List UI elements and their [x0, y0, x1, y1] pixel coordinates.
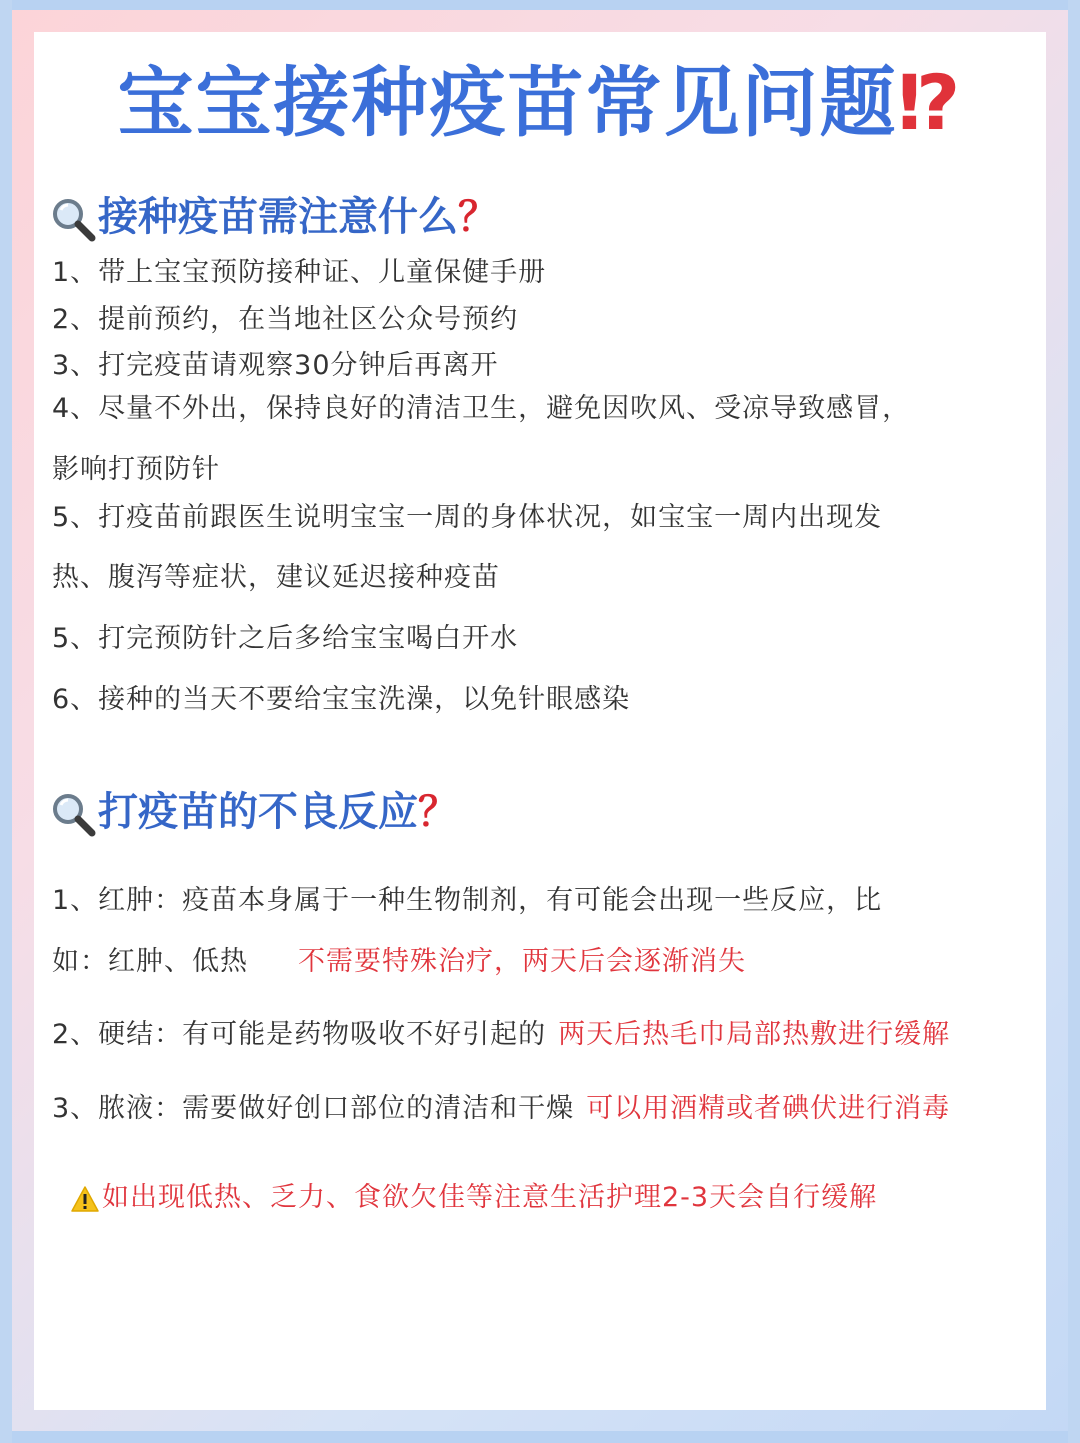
item-remedy-note: 可以用酒精或者碘伏进行消毒 [586, 1093, 951, 1124]
item-remedy-note: 两天后热毛巾局部热敷进行缓解 [558, 1019, 951, 1050]
list-item [52, 1015, 950, 1055]
magnifier-icon [50, 791, 96, 837]
item-remedy-note: 不需要特殊治疗，两天后会逐渐消失 [298, 946, 746, 977]
list-item: 4、尽量不外出，保持良好的清洁卫生，避免因吹风、受凉导致感冒， [52, 393, 911, 424]
border-strip-bottom [0, 1431, 1080, 1443]
border-strip-top [0, 0, 1080, 10]
border-strip-left [0, 0, 12, 1443]
list-item: 1、带上宝宝预防接种证、儿童保健手册 [52, 257, 547, 288]
list-item: 3、打完疫苗请观察30分钟后再离开 [52, 350, 499, 381]
section-heading-precautions [50, 189, 498, 245]
warning-note [70, 1178, 877, 1218]
list-item [52, 1089, 950, 1129]
item-text: 2、硬结：有可能是药物吸收不好引起的 [52, 1019, 547, 1050]
warning-icon [70, 1185, 100, 1213]
section-heading-text: 打疫苗的不良反应 [98, 789, 418, 835]
border-strip-right [1068, 0, 1080, 1443]
page-title [34, 58, 1046, 148]
list-item: 5、打疫苗前跟医生说明宝宝一周的身体状况，如宝宝一周内出现发 [52, 502, 883, 533]
section-heading-side-effects [50, 784, 458, 840]
list-item: 2、提前预约，在当地社区公众号预约 [52, 304, 519, 335]
exclamation-question-icon: ⁉ [897, 58, 963, 147]
list-item: 5、打完预防针之后多给宝宝喝白开水 [52, 623, 519, 654]
magnifier-icon [50, 196, 96, 242]
list-item: 6、接种的当天不要给宝宝洗澡，以免针眼感染 [52, 684, 631, 715]
question-mark: ？ [418, 789, 458, 835]
list-item-continuation [52, 942, 746, 982]
item-text: 3、脓液：需要做好创口部位的清洁和干燥 [52, 1093, 575, 1124]
item-text: 如：红肿、低热 [52, 946, 248, 977]
page-title-text: 宝宝接种疫苗常见问题 [117, 58, 898, 147]
list-item-continuation: 影响打预防针 [52, 454, 220, 485]
section-heading-text: 接种疫苗需注意什么 [98, 194, 458, 240]
question-mark: ？ [458, 194, 498, 240]
content-card [34, 32, 1046, 1410]
warning-text: 如出现低热、乏力、食欲欠佳等注意生活护理2-3天会自行缓解 [102, 1182, 878, 1213]
list-item-continuation: 热、腹泻等症状，建议延迟接种疫苗 [52, 562, 500, 593]
list-item: 1、红肿：疫苗本身属于一种生物制剂，有可能会出现一些反应，比 [52, 885, 883, 916]
